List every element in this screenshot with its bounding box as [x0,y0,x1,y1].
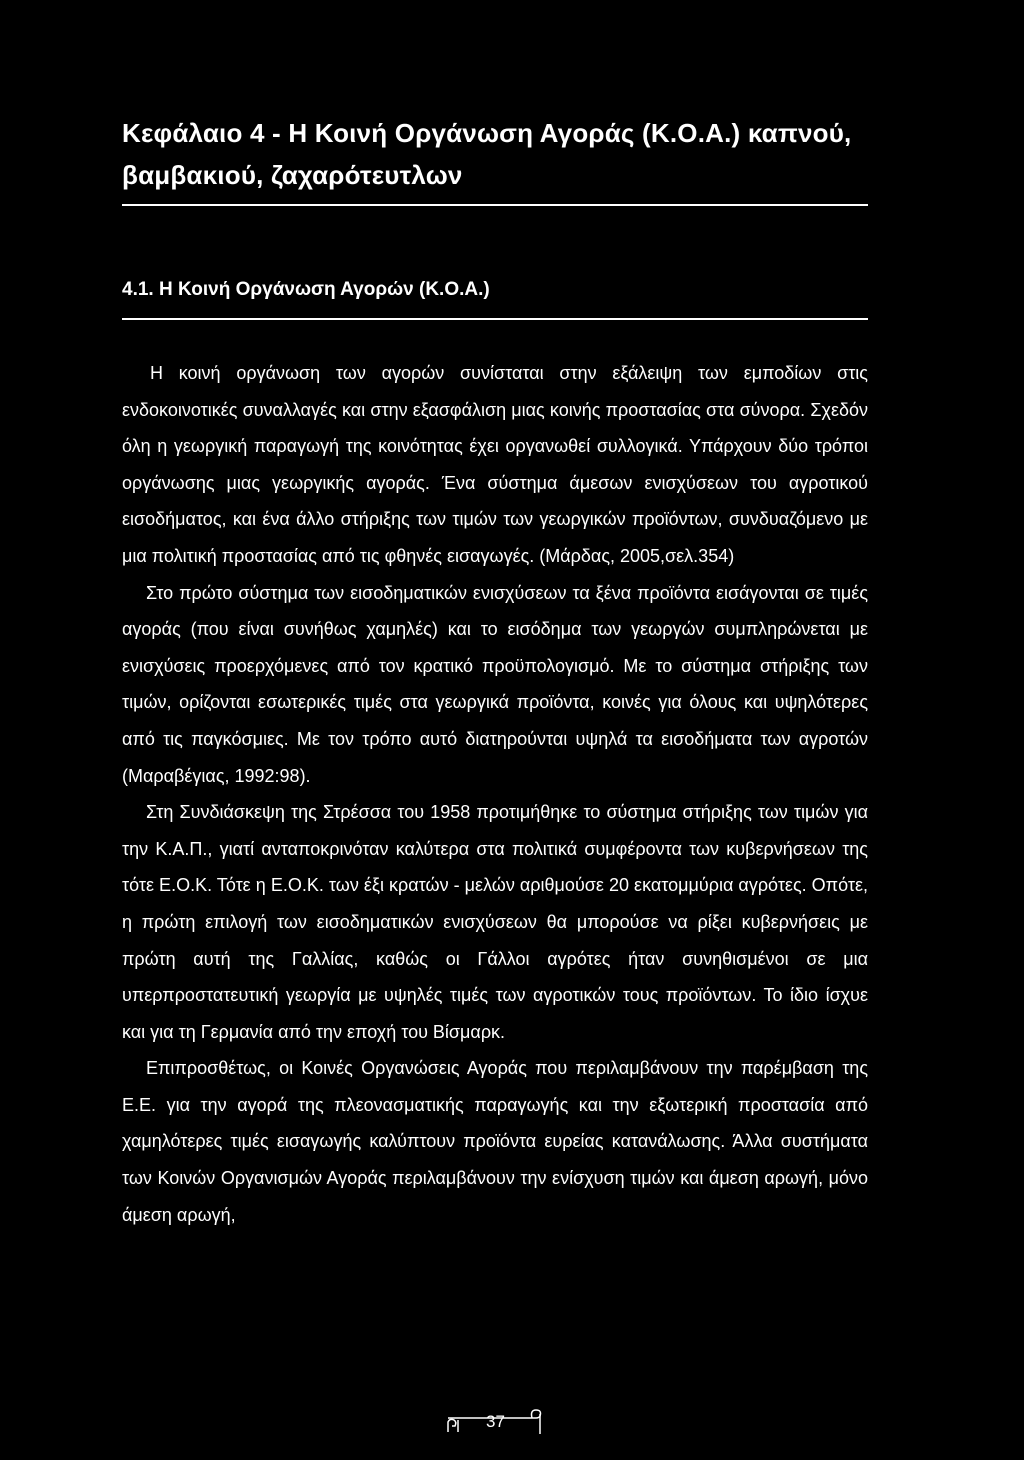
section-divider [122,318,868,320]
chapter-title: Κεφάλαιο 4 - Η Κοινή Οργάνωση Αγοράς (Κ.Ο.Α.) καπνού, βαμβακιού, ζαχαρότευτλων [122,118,852,190]
body-text [122,355,868,1233]
paragraph-1: Η κοινή οργάνωση των αγορών συνίσταται στην εξάλειψη των εμποδίων στις ενδοκοινοτικές συναλλαγές και στην εξασφάλιση μιας κοινής προστασίας στα σύνορα. Σχεδόν όλη η γεωργική παραγωγή της κοινότητας έχει οργανωθεί συλλογικά. Υπάρχουν δύο τρόποι οργάνωσης μιας γεωργικής αγοράς. Ένα σύστημα άμεσων ενισχύσεων του αγροτικού εισοδήματος, και ένα άλλο στήριξης των τιμών των γεωργικών προϊόντων, συνδυαζόμενο με μια πολιτική προστασίας από τις φθηνές εισαγωγές. (Μάρδας, 2005,σελ.354) [122,363,868,566]
page-footer [444,1408,544,1436]
paragraph-3: Στη Συνδιάσκεψη της Στρέσσα του 1958 προτιμήθηκε το σύστημα στήριξης των τιμών για την Κ.Α.Π., γιατί ανταποκρινόταν καλύτερα στα πολιτικά συμφέροντα των κυβερνήσεων της τότε Ε.Ο.Κ. Τότε η Ε.Ο.Κ. των έξι κρατών - μελών αριθμούσε 20 εκατομμύρια αγρότες. Οπότε, η πρώτη επιλογή των εισοδηματικών ενισχύσεων θα μπορούσε να ρίξει κυβερνήσεις με πρώτη αυτή της Γαλλίας, καθώς οι Γάλλοι αγρότες ήταν συνηθισμένοι σε μια υπερπροστατευτική γεωργία με υψηλές τιμές των αγροτικών τους προϊόντων. Το ίδιο ίσχυε και για τη Γερμανία από την εποχή του Βίσμαρκ. [122,802,868,1042]
chapter-divider [122,204,868,206]
paragraph-2: Στο πρώτο σύστημα των εισοδηματικών ενισχύσεων τα ξένα προϊόντα εισάγονται σε τιμές αγοράς (που είναι συνήθως χαμηλές) και το εισόδημα των γεωργών συμπληρώνεται με ενισχύσεις προερχόμενες από τον κρατικό προϋπολογισμό. Με το σύστημα στήριξης των τιμών, ορίζονται εσωτερικές τιμές στα γεωργικά προϊόντα, κοινές για όλους και υψηλότερες από τις παγκόσμιες. Με τον τρόπο αυτό διατηρούνται υψηλά τα εισοδήματα των αγροτών (Μαραβέγιας, 1992:98). [122,582,868,786]
section-title: 4.1. Η Κοινή Οργάνωση Αγορών (Κ.Ο.Α.) [122,279,490,300]
page-number: 37 [486,1412,505,1431]
paragraph-4: Επιπροσθέτως, οι Κοινές Οργανώσεις Αγοράς που περιλαμβάνουν την παρέμβαση της Ε.Ε. για την αγορά της πλεονασματικής παραγωγής και την εξωτερική προστασία από χαμηλότερες τιμές εισαγωγής καλύπτουν προϊόντα ευρείας κατανάλωσης. Άλλα συστήματα των Κοινών Οργανισμών Αγοράς περιλαμβάνουν την ενίσχυση τιμών και άμεση αρωγή, μόνο άμεση αρωγή, [122,1058,868,1225]
